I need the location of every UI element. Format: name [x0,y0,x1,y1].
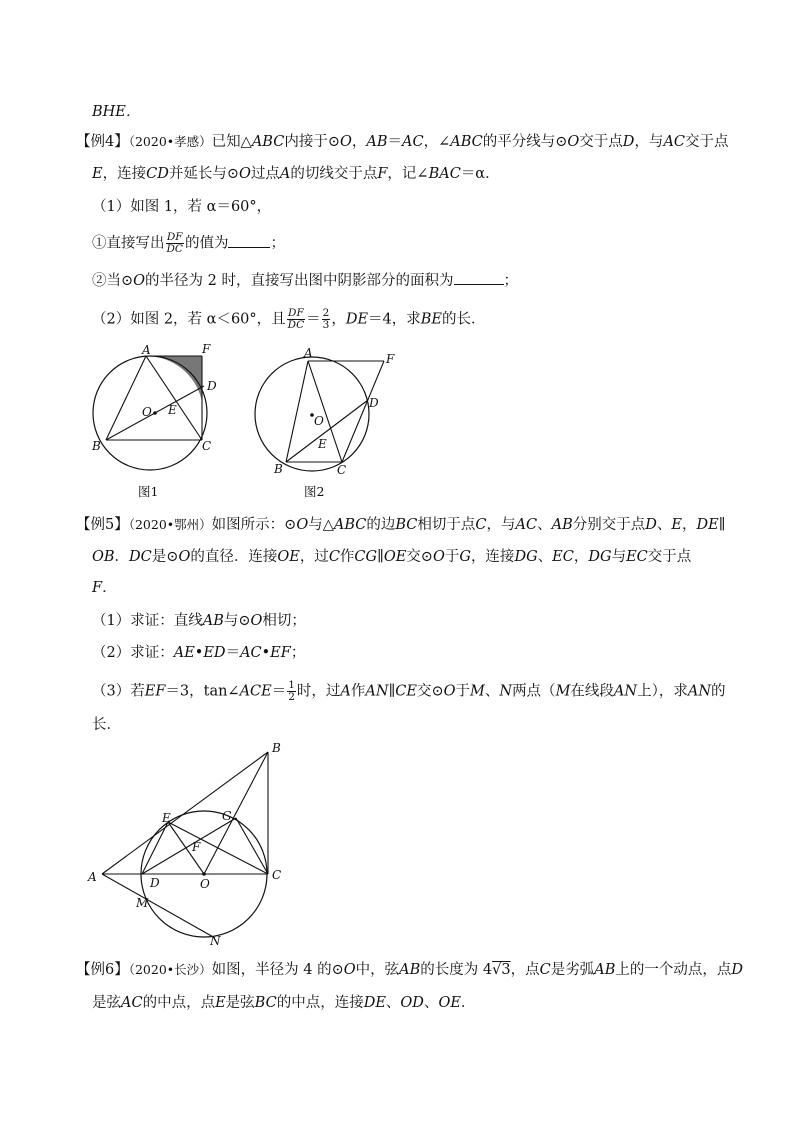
example-6-line-2: 是弦AC的中点，点E是弦BC的中点，连接DE、OD、OE． [92,995,476,1011]
fig1-label-e: E [168,403,177,417]
fig5-label-f: F [192,840,201,854]
figure-example-5 [82,738,302,950]
example-5-line-1: 【例5】（2020•鄂州）如图所示：⊙O与△ABC的边BC相切于点C，与AC、AB分别交于点D、E，DE∥ [76,517,726,533]
fig1-label-d: D [207,379,217,393]
example-4-tag: 【例4】 [76,134,129,150]
fig2-label-d: D [369,396,379,410]
figure-1-caption: 图1 [138,484,159,499]
fig1-label-f: F [202,342,211,356]
fig5-label-c: C [272,868,282,882]
fig2-label-e: E [318,437,327,451]
shaded-region [146,356,202,402]
fig5-label-g: G [222,809,232,823]
example-5-question-2: （2）求证：AE•ED＝AC•EF； [92,645,306,661]
answer-blank-2[interactable] [454,270,504,285]
example-6-source: （2020•长沙） [128,962,212,977]
example-6-line-1: 【例6】（2020•长沙）如图，半径为 4 的⊙O中，弦AB的长度为 4√3，点C是劣弧AB上的一个动点，点D [76,962,743,978]
previous-text-tail: BHE． [92,104,141,120]
fig5-label-e: E [162,811,171,825]
figure-1 [88,342,228,502]
fig2-label-o: O [314,414,324,428]
fig1-label-a: A [142,343,151,357]
fig2-label-c: C [337,463,347,477]
answer-blank-1[interactable] [228,233,270,248]
figure-2-caption: 图2 [304,484,325,499]
example-4-question-2: （2）如图 2，若 α＜60°，且 $\frac{DF}{DC}$ ＝ $\frac{2}{3}$ ，DE＝4，求BE的长． [92,307,486,331]
fig5-label-o: O [200,877,210,891]
fig1-label-c: C [202,439,212,453]
fig2-label-b: B [274,462,283,476]
example-4-question-1a: ①直接写出 $\frac{DF}{DC}$ 的值为 ； [92,231,285,255]
figure-2 [250,342,410,502]
example-4-line-2: E，连接CD并延长与⊙O过点A的切线交于点F，记∠BAC＝α． [92,166,500,182]
example-5-source: （2020•鄂州） [128,517,212,532]
example-6-tag: 【例6】 [76,962,129,978]
fig5-label-a: A [88,870,97,884]
fig5-label-d: D [150,876,160,890]
fig2-label-a: A [304,346,313,360]
fig1-label-o: O [142,405,152,419]
fig5-label-b: B [272,741,281,755]
fig5-label-m: M [136,896,149,910]
example-4-line-1: 【例4】（2020•孝感）已知△ABC内接于⊙O，AB＝AC，∠ABC的平分线与⊙O交于点D，与AC交于点 [76,134,729,150]
example-5-question-1: （1）求证：直线AB与⊙O相切； [92,613,306,629]
example-5-line-3: F． [92,580,117,596]
example-4-question-1: （1）如图 1，若 α＝60°， [92,199,272,215]
example-4-question-1b: ②当⊙O的半径为 2 时，直接写出图中阴影部分的面积为 ； [92,270,518,291]
fig2-label-f: F [386,352,395,366]
example-5-question-3: （3）若EF＝3，tan∠ACE＝ $\frac{1}{2}$ 时，过A作AN∥CE交⊙O于M、N两点（M在线段AN上），求AN的 [92,679,726,703]
example-5-tag: 【例5】 [76,517,129,533]
example-4-source: （2020•孝感） [128,134,212,149]
fig1-label-b: B [92,439,101,453]
fig5-label-n: N [210,934,221,948]
example-5-line-2: OB．DC是⊙O的直径．连接OE，过C作CG∥OE交⊙O于G，连接DG、EC，DG与EC交于点 [92,549,692,565]
example-5-question-3-end: 长． [92,717,121,733]
